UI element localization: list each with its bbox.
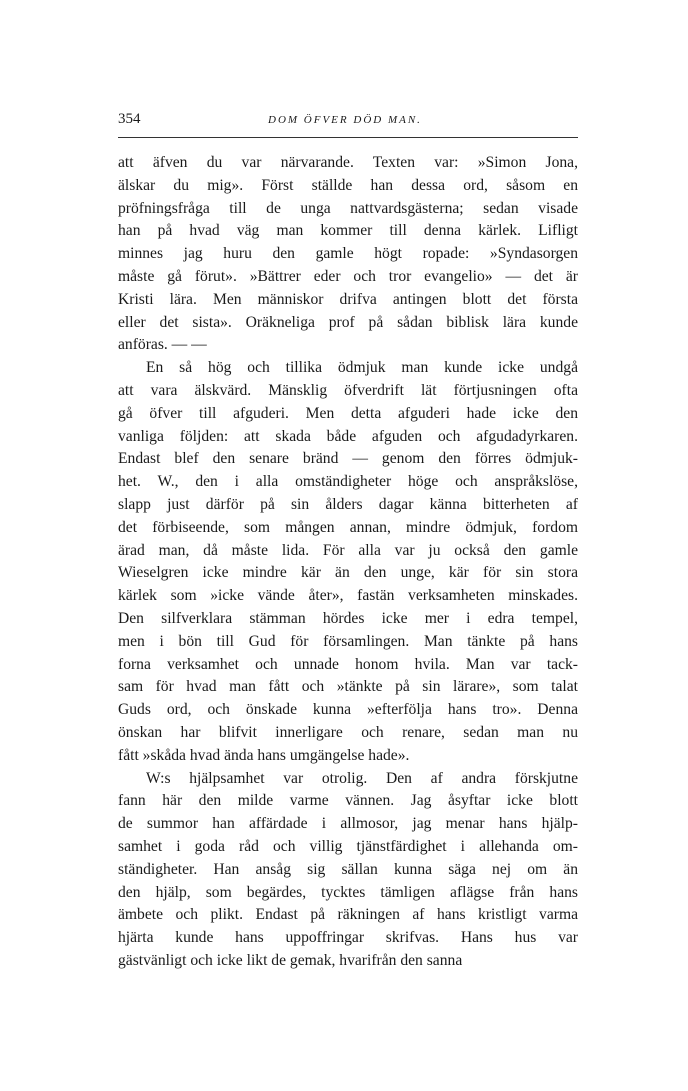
- text-line: att vara älskvärd. Mänsklig öfverdrift lät förtjusningen ofta: [118, 381, 578, 399]
- text-line: sam för hvad man fått och »tänkte på sin lärare», som talat: [118, 678, 578, 696]
- text-line: Kristi lära. Men människor drifva antingen blott det första: [118, 290, 578, 308]
- text-line: hjärta kunde hans uppoffringar skrifvas. Hans hus var: [118, 929, 578, 947]
- text-line: Endast blef den senare bränd — genom den förres ödmjuk-: [118, 450, 578, 468]
- text-line: älskar du mig». Först ställde han dessa ord, såsom en: [118, 176, 578, 194]
- text-line: Den silfverklara stämman hördes icke mer i edra tempel,: [118, 609, 578, 627]
- header-rule: [118, 137, 578, 138]
- text-line: den hjälp, som begärdes, tycktes tämligen aflägse från hans: [118, 883, 578, 901]
- text-line: En så hög och tillika ödmjuk man kunde icke undgå: [146, 359, 578, 377]
- paragraph: [118, 357, 578, 767]
- running-title: DOM ÖFVER DÖD MAN.: [268, 114, 422, 126]
- text-line: han på hvad väg man kommer till denna kärlek. Lifligt: [118, 222, 578, 240]
- body-text: [118, 152, 578, 973]
- text-line: kärlek som »icke vände åter», fastän verksamheten minskades.: [118, 587, 578, 605]
- text-line: Guds ord, och önskade kunna »efterfölja hans tro». Denna: [118, 701, 578, 719]
- text-line: fått »skåda hvad ända hans umgängelse hade».: [118, 746, 410, 764]
- text-line: ämbete och plikt. Endast på räkningen af hans kristligt varma: [118, 906, 578, 924]
- text-line: slapp just därför på sin ålders dagar känna bitterheten af: [118, 495, 578, 513]
- page-number: 354: [118, 111, 141, 127]
- text-line: samhet i goda råd och villig tjänstfärdighet i allehanda om-: [118, 837, 578, 855]
- text-line: fann här den milde varme vännen. Jag åsyftar icke blott: [118, 792, 578, 810]
- text-line: det förbiseende, som mången annan, mindre ödmjuk, fordom: [118, 518, 578, 536]
- text-line: måste gå förut». »Bättrer eder och tror evangelio» — det är: [118, 267, 578, 285]
- page-header: [118, 111, 578, 133]
- text-line: att äfven du var närvarande. Texten var: »Simon Jona,: [118, 154, 578, 171]
- text-line: gästvänligt och icke likt de gemak, hvarifrån den sanna: [118, 951, 463, 969]
- text-line: Wieselgren icke mindre kär än den unge, kär för sin stora: [118, 564, 578, 582]
- text-line: anföras. — —: [118, 336, 207, 354]
- text-line: de summor han affärdade i allmosor, jag menar hans hjälp-: [118, 815, 578, 833]
- text-line: vanliga följden: att skada både afguden och afgudadyrkaren.: [118, 427, 578, 445]
- text-line: pröfningsfråga till de unga nattvardsgästerna; sedan visade: [118, 199, 578, 217]
- paragraph: [118, 768, 578, 973]
- text-line: W:s hjälpsamhet var otrolig. Den af andra förskjutne: [146, 769, 578, 787]
- text-line: önskan har blifvit innerligare och renare, sedan man nu: [118, 723, 578, 741]
- text-line: gå öfver till afguderi. Men detta afguderi hade icke den: [118, 404, 578, 422]
- paragraph: [118, 152, 578, 357]
- text-line: het. W., den i alla omständigheter höge och anspråkslöse,: [118, 473, 578, 491]
- text-line: minnes jag huru den gamle högt ropade: »Syndasorgen: [118, 245, 578, 263]
- text-line: ärad man, då måste lida. För alla var ju också den gamle: [118, 541, 578, 559]
- text-line: ständigheter. Han ansåg sig sällan kunna säga nej om än: [118, 860, 578, 878]
- text-line: forna verksamhet och unnade honom hvila. Man var tack-: [118, 655, 578, 673]
- text-line: men i bön till Gud för församlingen. Man tänkte på hans: [118, 632, 578, 650]
- text-line: eller det sista». Oräkneliga prof på sådan biblisk lära kunde: [118, 313, 578, 331]
